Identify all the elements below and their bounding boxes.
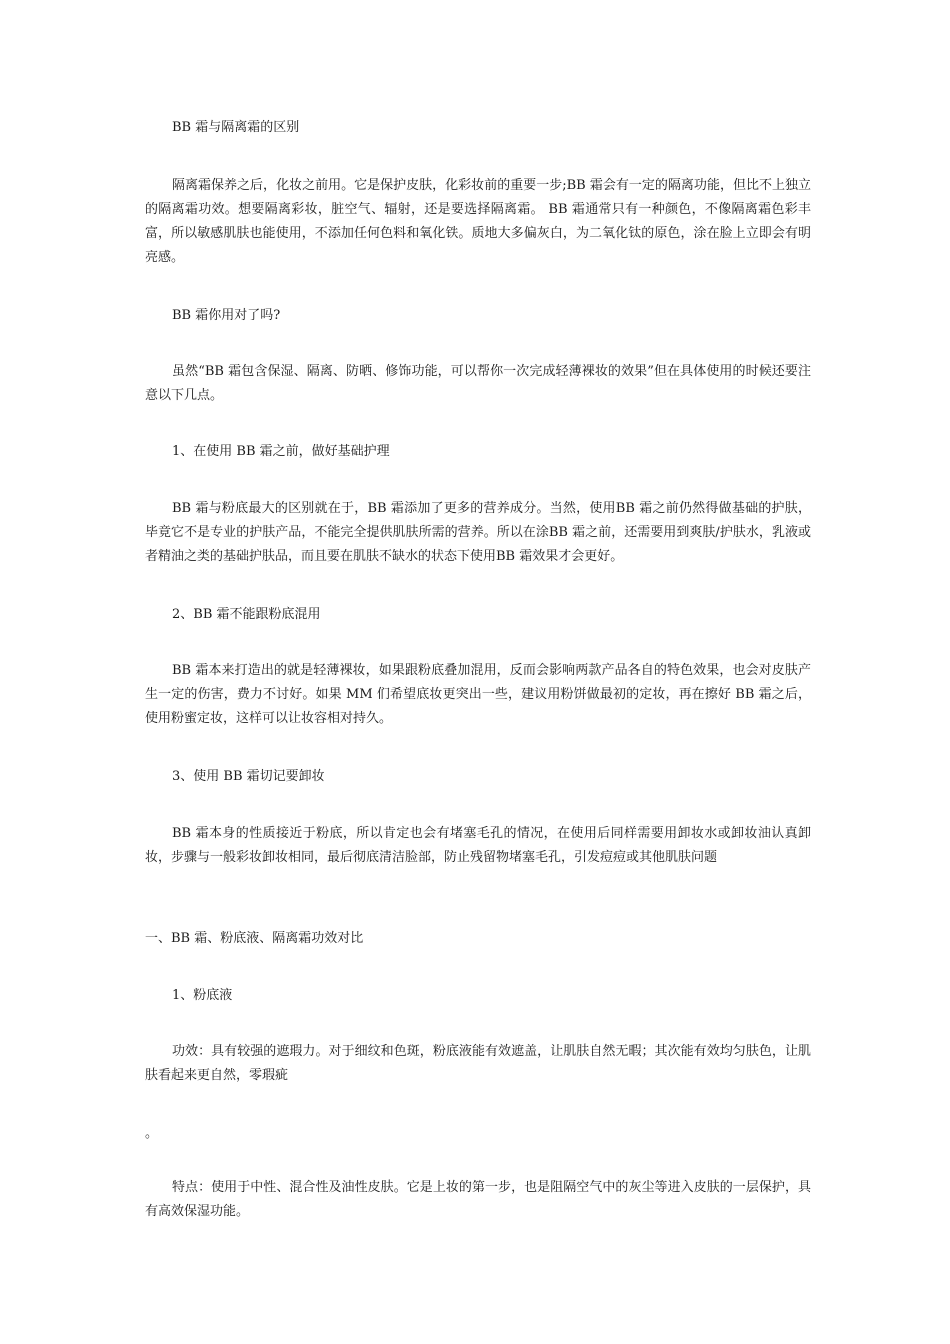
heading-step-3: 3、使用 BB 霜切记要卸妆 bbox=[172, 769, 325, 784]
paragraph-step-1: BB 霜与粉底最大的区别就在于，BB 霜添加了更多的营养成分。当然，使用BB 霜之前仍然得做基础的护肤，毕竟它不是专业的护肤产品，不能完全提供肌肤所需的营养。所以在涂BB 霜之前，还需要用到爽肤/护肤水，乳液或者精油之类的基础护肤品，而且要在肌肤不缺水的状态下使用BB 霜效果才会更好。 bbox=[145, 501, 811, 564]
paragraph-step-2: BB 霜本来打造出的就是轻薄裸妆，如果跟粉底叠加混用，反而会影响两款产品各自的特色效果，也会对皮肤产生一定的伤害，费力不讨好。如果 MM 们希望底妆更突出一些，建议用粉饼做最初的定妆，再在擦好 BB 霜之后，使用粉蜜定妆，这样可以让妆容相对持久。 bbox=[145, 663, 811, 726]
heading-step-1: 1、在使用 BB 霜之前，做好基础护理 bbox=[172, 444, 390, 459]
paragraph-bb-intro: 虽然“BB 霜包含保湿、隔离、防晒、修饰功能，可以帮你一次完成轻薄裸妆的效果”但在具体使用的时候还要注意以下几点。 bbox=[145, 364, 811, 403]
paragraph-isolation-cream: 隔离霜保养之后，化妆之前用。它是保护皮肤，化彩妆前的重要一步;BB 霜会有一定的隔离功能，但比不上独立的隔离霜功效。想要隔离彩妆，脏空气、辐射，还是要选择隔离霜。 BB 霜通常只有一种颜色，不像隔离霜色彩丰富，所以敏感肌肤也能使用，不添加任何色料和氧化铁。质地大多偏灰白，为二氧化钛的原色，涂在脸上立即会有明亮感。 bbox=[145, 178, 811, 265]
heading-comparison: 一、BB 霜、粉底液、隔离霜功效对比 bbox=[145, 931, 364, 946]
heading-foundation: 1、粉底液 bbox=[172, 988, 233, 1003]
heading-bb-usage: BB 霜你用对了吗? bbox=[172, 308, 281, 323]
paragraph-foundation-feature: 特点：使用于中性、混合性及油性皮肤。它是上妆的第一步，也是阻隔空气中的灰尘等进入皮肤的一层保护，具有高效保湿功能。 bbox=[145, 1180, 811, 1219]
paragraph-period: 。 bbox=[145, 1126, 159, 1141]
paragraph-step-3: BB 霜本身的性质接近于粉底，所以肯定也会有堵塞毛孔的情况，在使用后同样需要用卸妆水或卸妆油认真卸妆，步骤与一般彩妆卸妆相同，最后彻底清洁脸部，防止残留物堵塞毛孔，引发痘痘或其他肌肤问题 bbox=[145, 826, 811, 865]
document-title: BB 霜与隔离霜的区别 bbox=[172, 120, 300, 135]
heading-step-2: 2、BB 霜不能跟粉底混用 bbox=[172, 607, 321, 622]
paragraph-foundation-effect: 功效：具有较强的遮瑕力。对于细纹和色斑，粉底液能有效遮盖，让肌肤自然无暇；其次能有效均匀肤色，让肌肤看起来更自然，零瑕疵 bbox=[145, 1044, 811, 1083]
